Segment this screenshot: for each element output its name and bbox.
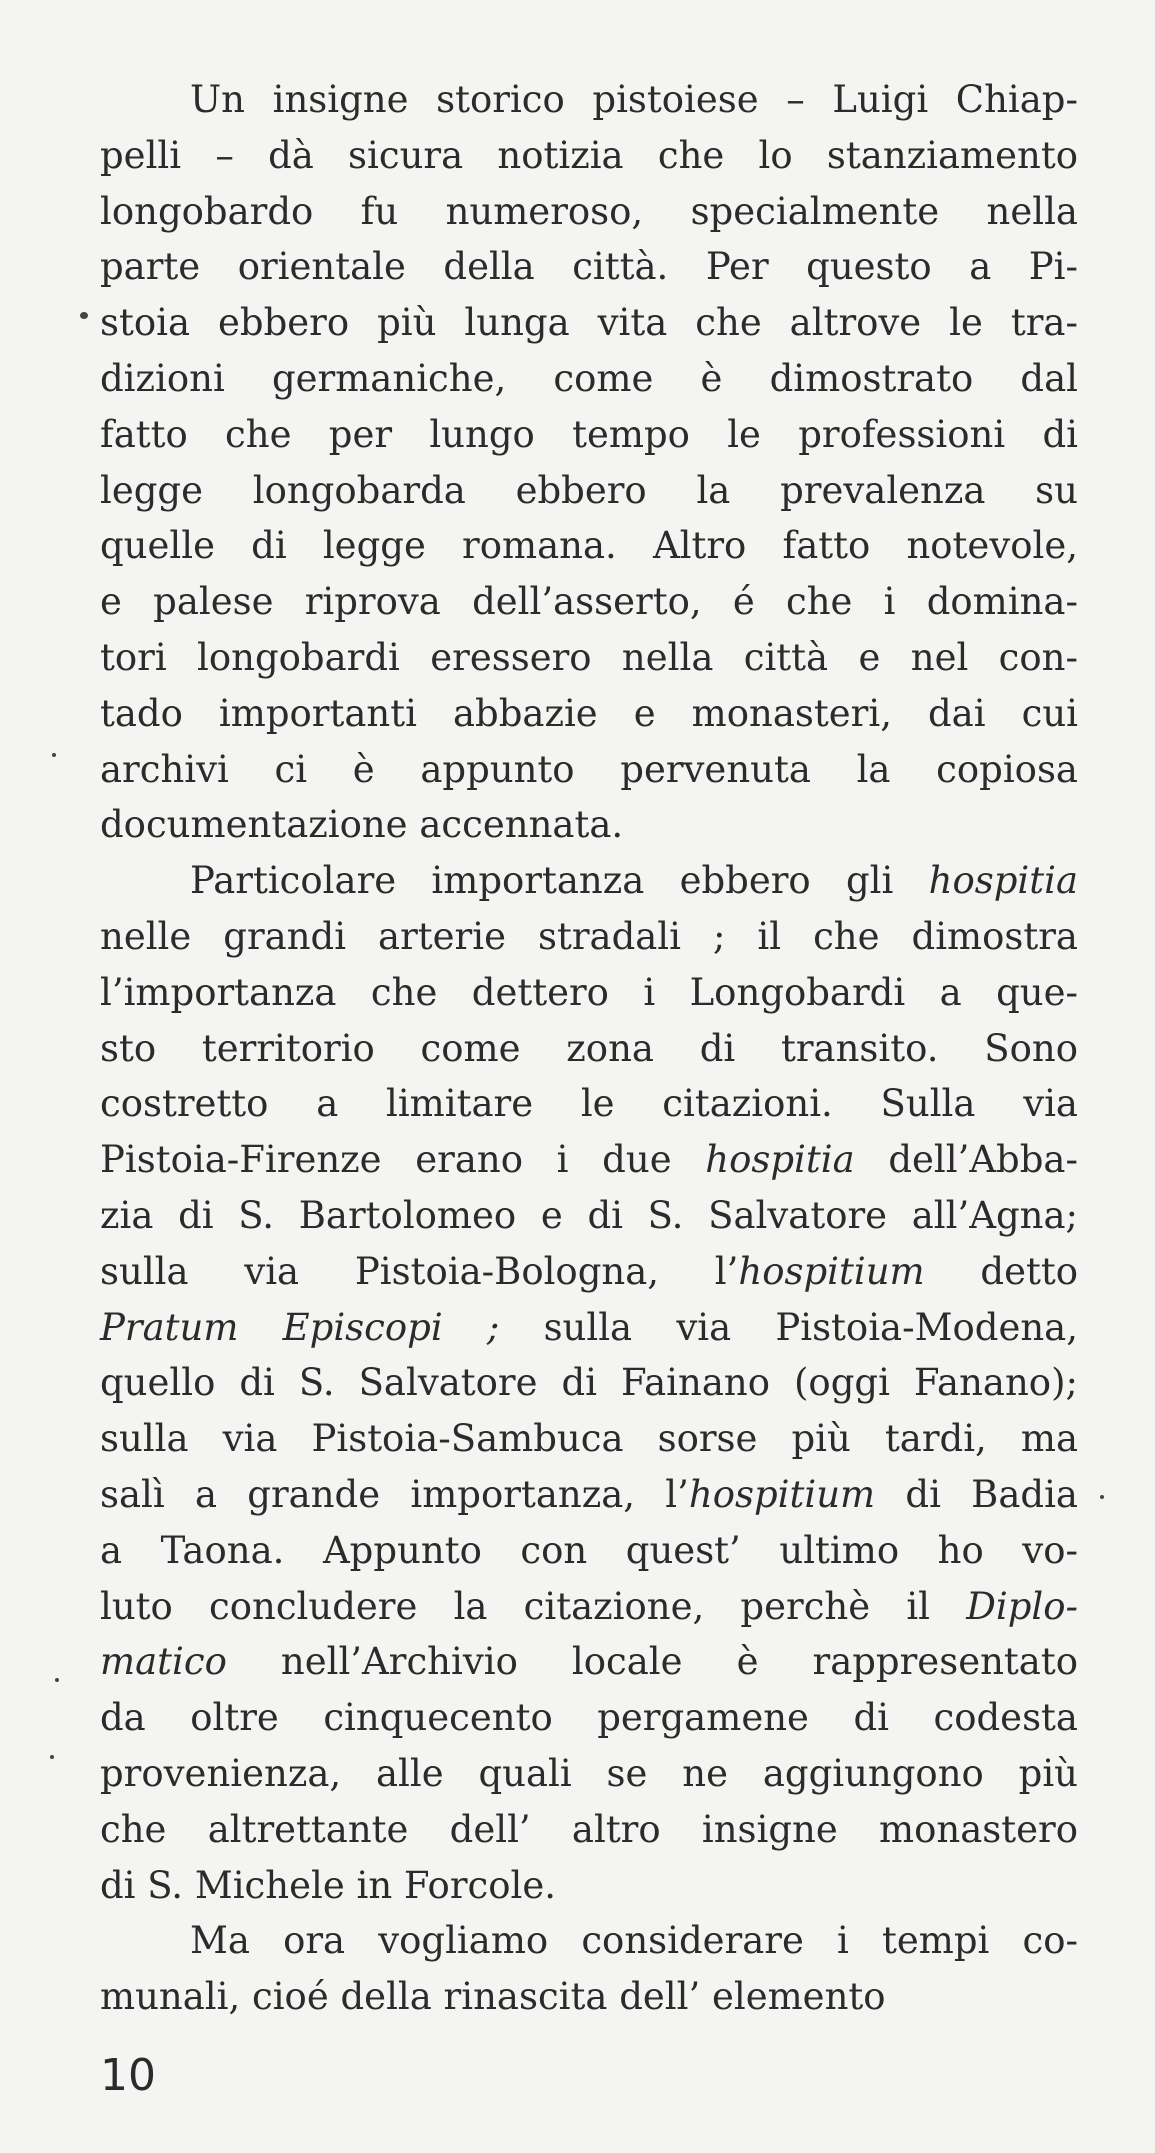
text-line (100, 72, 1078, 128)
text-run: di Badia (875, 1472, 1078, 1516)
text-line (100, 128, 1078, 184)
text-line (100, 797, 1078, 853)
text-line (100, 518, 1078, 574)
text-run: e palese riprova dell’asserto, é che i domina- (100, 580, 1078, 624)
text-line (100, 1355, 1078, 1411)
italic-text: matico (100, 1640, 227, 1684)
text-line (100, 1467, 1078, 1523)
text-line (100, 574, 1078, 630)
text-line (100, 1634, 1078, 1690)
text-line (100, 1244, 1078, 1300)
text-line (100, 965, 1078, 1021)
text-line (100, 1411, 1078, 1467)
text-line (100, 1132, 1078, 1188)
body-text (100, 72, 1078, 2025)
text-line (100, 686, 1078, 742)
text-run: di S. Michele in Forcole. (100, 1863, 557, 1907)
italic-text: hospitium (688, 1472, 876, 1516)
text-line (100, 1913, 1078, 1969)
text-run: Ma ora vogliamo considerare i tempi co- (190, 1919, 1078, 1963)
text-run: luto concludere la citazione, perchè il (100, 1584, 967, 1628)
scan-speck (55, 1678, 59, 1682)
text-run: documentazione accennata. (100, 803, 624, 847)
text-run: salì a grande importanza, l’ (100, 1472, 689, 1516)
text-run: tado importanti abbazie e monasteri, dai cui (100, 691, 1078, 735)
text-run: Un insigne storico pistoiese – Luigi Chiap- (190, 78, 1078, 121)
text-run: detto (924, 1249, 1079, 1293)
text-run: parte orientale della città. Per questo a Pi- (100, 245, 1078, 289)
text-line (100, 239, 1078, 295)
italic-text: Diplo- (966, 1584, 1078, 1628)
italic-text: hospitium (738, 1249, 925, 1293)
text-run: costretto a limitare le citazioni. Sulla via (100, 1082, 1078, 1126)
text-run: legge longobarda ebbero la prevalenza su (100, 468, 1078, 512)
text-line (100, 1690, 1078, 1746)
italic-text: hospitia (705, 1138, 855, 1182)
text-run: sulla via Pistoia-Modena, (499, 1305, 1078, 1349)
text-line (100, 1523, 1078, 1579)
text-line (100, 1579, 1078, 1635)
scan-speck (52, 753, 56, 757)
paragraph (100, 72, 1078, 853)
text-run: da oltre cinquecento pergamene di codesta (100, 1696, 1078, 1740)
text-run: dell’Abba- (854, 1138, 1078, 1182)
text-run: Pistoia-Firenze erano i due (100, 1138, 706, 1182)
text-run: nelle grandi arterie stradali ; il che dimostra (100, 914, 1078, 958)
text-run: dizioni germaniche, come è dimostrato dal (100, 356, 1078, 400)
text-run: sulla via Pistoia-Sambuca sorse più tardi, ma (100, 1417, 1078, 1461)
text-line (100, 1858, 1078, 1914)
text-run: l’importanza che dettero i Longobardi a que- (100, 970, 1078, 1014)
scan-speck (80, 312, 88, 319)
text-line (100, 351, 1078, 407)
text-line (100, 742, 1078, 798)
text-run: sto territorio come zona di transito. Sono (100, 1026, 1078, 1070)
text-line (100, 1188, 1078, 1244)
text-line (100, 1746, 1078, 1802)
text-line (100, 295, 1078, 351)
text-line (100, 407, 1078, 463)
text-run: zia di S. Bartolomeo e di S. Salvatore all’Agna; (100, 1193, 1078, 1237)
text-line (100, 1969, 1078, 2025)
scan-speck (1100, 1495, 1104, 1499)
text-run: pelli – dà sicura notizia che lo stanziamento (100, 133, 1078, 177)
paragraph (100, 1913, 1078, 2025)
text-run: provenienza, alle quali se ne aggiungono più (100, 1751, 1078, 1795)
text-run: fatto che per lungo tempo le professioni di (100, 412, 1078, 456)
text-line (100, 630, 1078, 686)
text-run: tori longobardi eressero nella città e nel con- (100, 635, 1078, 679)
text-run: sulla via Pistoia-Bologna, l’ (100, 1249, 739, 1293)
text-line (100, 184, 1078, 240)
text-line (100, 1021, 1078, 1077)
text-run: che altrettante dell’ altro insigne monastero (100, 1807, 1078, 1851)
text-run: munali, cioé della rinascita dell’ elemento (100, 1975, 886, 2019)
scan-speck (50, 1755, 54, 1759)
text-run: longobardo fu numeroso, specialmente nella (100, 189, 1078, 233)
text-run: Particolare importanza ebbero gli (190, 859, 929, 903)
text-line (100, 1802, 1078, 1858)
text-run: stoia ebbero più lunga vita che altrove le tra- (100, 301, 1078, 345)
paragraph (100, 853, 1078, 1913)
page-number: 10 (100, 2050, 156, 2101)
text-run: quello di S. Salvatore di Fainano (oggi Fanano); (100, 1361, 1078, 1405)
italic-text: hospitia (928, 859, 1078, 903)
text-run: archivi ci è appunto pervenuta la copiosa (100, 747, 1078, 791)
text-line (100, 909, 1078, 965)
text-run: quelle di legge romana. Altro fatto notevole, (100, 524, 1078, 568)
text-line (100, 463, 1078, 519)
text-run: a Taona. Appunto con quest’ ultimo ho vo- (100, 1528, 1078, 1572)
italic-text: Pratum Episcopi ; (100, 1305, 500, 1349)
text-line (100, 1076, 1078, 1132)
text-run: nell’Archivio locale è rappresentato (226, 1640, 1078, 1684)
text-line (100, 1300, 1078, 1356)
text-line (100, 853, 1078, 909)
